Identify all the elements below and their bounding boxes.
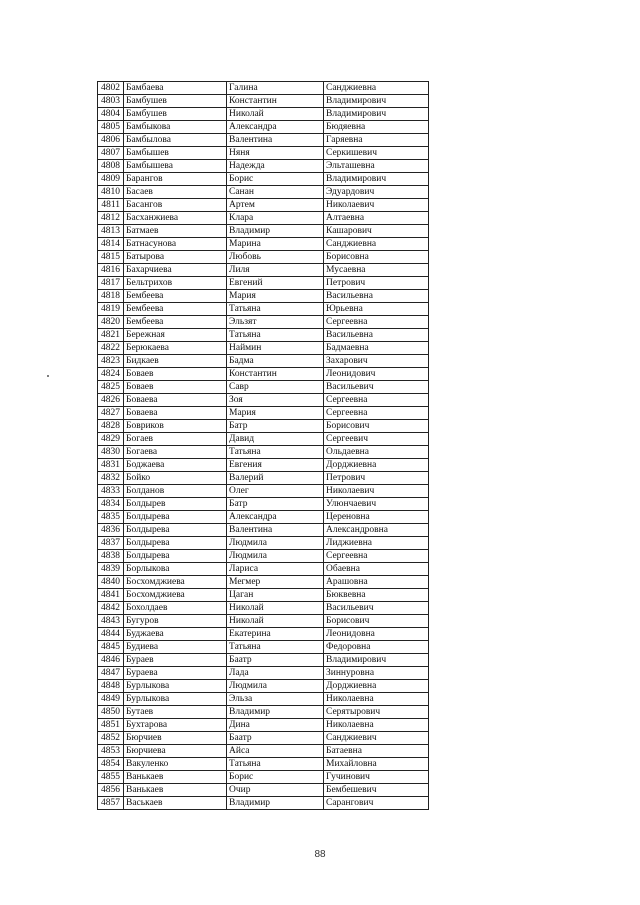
patronymic-cell: Владимирович (324, 108, 429, 121)
table-row (98, 420, 429, 433)
surname-cell: Батнасунова (124, 238, 227, 251)
surname-cell: Болдырева (124, 511, 227, 524)
table-row (98, 277, 429, 290)
surname-cell: Бембеева (124, 303, 227, 316)
table-row (98, 381, 429, 394)
first-name-cell: Очир (227, 784, 324, 797)
record-number-cell: 4849 (98, 693, 124, 706)
table-row (98, 160, 429, 173)
record-number-cell: 4808 (98, 160, 124, 173)
table-row (98, 446, 429, 459)
table-row (98, 290, 429, 303)
table-row (98, 537, 429, 550)
table-row (98, 576, 429, 589)
surname-cell: Батырова (124, 251, 227, 264)
patronymic-cell: Сергеевна (324, 394, 429, 407)
table-row (98, 173, 429, 186)
first-name-cell: Николай (227, 108, 324, 121)
surname-cell: Вакуленко (124, 758, 227, 771)
table-row (98, 199, 429, 212)
record-number-cell: 4811 (98, 199, 124, 212)
surname-cell: Басаев (124, 186, 227, 199)
patronymic-cell: Васильевич (324, 602, 429, 615)
surname-cell: Бураев (124, 654, 227, 667)
record-number-cell: 4828 (98, 420, 124, 433)
record-number-cell: 4826 (98, 394, 124, 407)
surname-cell: Боваев (124, 381, 227, 394)
surname-cell: Буджаева (124, 628, 227, 641)
patronymic-cell: Бадмаевна (324, 342, 429, 355)
record-number-cell: 4850 (98, 706, 124, 719)
table-row (98, 394, 429, 407)
record-number-cell: 4822 (98, 342, 124, 355)
surname-cell: Борлыкова (124, 563, 227, 576)
patronymic-cell: Владимирович (324, 173, 429, 186)
patronymic-cell: Обаевна (324, 563, 429, 576)
record-number-cell: 4817 (98, 277, 124, 290)
first-name-cell: Галина (227, 82, 324, 95)
surname-cell: Бамбушев (124, 95, 227, 108)
patronymic-cell: Петрович (324, 472, 429, 485)
names-table-body (98, 82, 429, 810)
table-row (98, 95, 429, 108)
surname-cell: Бюрчиев (124, 732, 227, 745)
table-row (98, 628, 429, 641)
record-number-cell: 4836 (98, 524, 124, 537)
patronymic-cell: Кашарович (324, 225, 429, 238)
surname-cell: Боджаева (124, 459, 227, 472)
table-row (98, 680, 429, 693)
record-number-cell: 4804 (98, 108, 124, 121)
table-row (98, 238, 429, 251)
patronymic-cell: Алтаевна (324, 212, 429, 225)
record-number-cell: 4852 (98, 732, 124, 745)
table-row (98, 82, 429, 95)
first-name-cell: Николай (227, 602, 324, 615)
surname-cell: Богаева (124, 446, 227, 459)
first-name-cell: Эльза (227, 693, 324, 706)
patronymic-cell: Ольдаевна (324, 446, 429, 459)
first-name-cell: Наймин (227, 342, 324, 355)
table-row (98, 264, 429, 277)
patronymic-cell: Бюквевна (324, 589, 429, 602)
first-name-cell: Савр (227, 381, 324, 394)
surname-cell: Бидкаев (124, 355, 227, 368)
surname-cell: Бутаев (124, 706, 227, 719)
surname-cell: Боваева (124, 394, 227, 407)
first-name-cell: Валерий (227, 472, 324, 485)
table-row (98, 147, 429, 160)
surname-cell: Бамбыкова (124, 121, 227, 134)
patronymic-cell: Санджиевич (324, 732, 429, 745)
surname-cell: Боваева (124, 407, 227, 420)
record-number-cell: 4824 (98, 368, 124, 381)
scan-speck (47, 375, 49, 377)
record-number-cell: 4803 (98, 95, 124, 108)
names-table (97, 81, 429, 810)
first-name-cell: Санан (227, 186, 324, 199)
record-number-cell: 4807 (98, 147, 124, 160)
surname-cell: Бойко (124, 472, 227, 485)
patronymic-cell: Улюнчаевич (324, 498, 429, 511)
first-name-cell: Цаган (227, 589, 324, 602)
surname-cell: Бураева (124, 667, 227, 680)
table-row (98, 615, 429, 628)
first-name-cell: Лада (227, 667, 324, 680)
table-row (98, 563, 429, 576)
patronymic-cell: Сарангович (324, 797, 429, 810)
first-name-cell: Мария (227, 290, 324, 303)
first-name-cell: Людмила (227, 550, 324, 563)
page-number: 88 (314, 849, 326, 860)
patronymic-cell: Сергеевна (324, 550, 429, 563)
first-name-cell: Баатр (227, 732, 324, 745)
record-number-cell: 4810 (98, 186, 124, 199)
patronymic-cell: Эдуардович (324, 186, 429, 199)
patronymic-cell: Николаевич (324, 485, 429, 498)
patronymic-cell: Захарович (324, 355, 429, 368)
record-number-cell: 4818 (98, 290, 124, 303)
surname-cell: Болдырева (124, 524, 227, 537)
patronymic-cell: Сергеевна (324, 407, 429, 420)
table-row (98, 186, 429, 199)
record-number-cell: 4855 (98, 771, 124, 784)
record-number-cell: 4854 (98, 758, 124, 771)
surname-cell: Бугуров (124, 615, 227, 628)
table-row (98, 316, 429, 329)
record-number-cell: 4845 (98, 641, 124, 654)
first-name-cell: Зоя (227, 394, 324, 407)
first-name-cell: Константин (227, 95, 324, 108)
record-number-cell: 4805 (98, 121, 124, 134)
first-name-cell: Надежда (227, 160, 324, 173)
patronymic-cell: Николаевич (324, 199, 429, 212)
surname-cell: Батмаев (124, 225, 227, 238)
patronymic-cell: Юрьевна (324, 303, 429, 316)
surname-cell: Богаев (124, 433, 227, 446)
table-row (98, 706, 429, 719)
record-number-cell: 4837 (98, 537, 124, 550)
surname-cell: Бамбышев (124, 147, 227, 160)
table-row (98, 654, 429, 667)
first-name-cell: Владимир (227, 225, 324, 238)
surname-cell: Бухтарова (124, 719, 227, 732)
record-number-cell: 4827 (98, 407, 124, 420)
patronymic-cell: Сергеевна (324, 316, 429, 329)
record-number-cell: 4840 (98, 576, 124, 589)
record-number-cell: 4806 (98, 134, 124, 147)
patronymic-cell: Гаряевна (324, 134, 429, 147)
first-name-cell: Константин (227, 368, 324, 381)
surname-cell: Босхомджиева (124, 576, 227, 589)
record-number-cell: 4839 (98, 563, 124, 576)
patronymic-cell: Борисовна (324, 251, 429, 264)
record-number-cell: 4832 (98, 472, 124, 485)
first-name-cell: Екатерина (227, 628, 324, 641)
record-number-cell: 4841 (98, 589, 124, 602)
table-row (98, 212, 429, 225)
table-row (98, 108, 429, 121)
table-row (98, 719, 429, 732)
first-name-cell: Татьяна (227, 303, 324, 316)
patronymic-cell: Михайловна (324, 758, 429, 771)
patronymic-cell: Александровна (324, 524, 429, 537)
first-name-cell: Татьяна (227, 758, 324, 771)
first-name-cell: Александра (227, 121, 324, 134)
table-row (98, 667, 429, 680)
surname-cell: Васькаев (124, 797, 227, 810)
surname-cell: Ванькаев (124, 784, 227, 797)
record-number-cell: 4833 (98, 485, 124, 498)
first-name-cell: Няня (227, 147, 324, 160)
first-name-cell: Владимир (227, 797, 324, 810)
patronymic-cell: Леонидович (324, 368, 429, 381)
patronymic-cell: Эльташевна (324, 160, 429, 173)
record-number-cell: 4823 (98, 355, 124, 368)
record-number-cell: 4835 (98, 511, 124, 524)
patronymic-cell: Зиннуровна (324, 667, 429, 680)
first-name-cell: Валентина (227, 524, 324, 537)
record-number-cell: 4829 (98, 433, 124, 446)
patronymic-cell: Васильевна (324, 290, 429, 303)
patronymic-cell: Федоровна (324, 641, 429, 654)
first-name-cell: Татьяна (227, 641, 324, 654)
table-row (98, 225, 429, 238)
record-number-cell: 4825 (98, 381, 124, 394)
record-number-cell: 4848 (98, 680, 124, 693)
surname-cell: Болдырева (124, 550, 227, 563)
surname-cell: Берюкаева (124, 342, 227, 355)
patronymic-cell: Николаевна (324, 693, 429, 706)
patronymic-cell: Бембешевич (324, 784, 429, 797)
surname-cell: Басханжиева (124, 212, 227, 225)
record-number-cell: 4853 (98, 745, 124, 758)
table-row (98, 342, 429, 355)
table-row (98, 459, 429, 472)
surname-cell: Басангов (124, 199, 227, 212)
patronymic-cell: Васильевич (324, 381, 429, 394)
surname-cell: Болданов (124, 485, 227, 498)
first-name-cell: Бадма (227, 355, 324, 368)
patronymic-cell: Лиджиевна (324, 537, 429, 550)
patronymic-cell: Дорджиевна (324, 680, 429, 693)
first-name-cell: Татьяна (227, 329, 324, 342)
first-name-cell: Мария (227, 407, 324, 420)
surname-cell: Бамбылова (124, 134, 227, 147)
record-number-cell: 4830 (98, 446, 124, 459)
record-number-cell: 4842 (98, 602, 124, 615)
surname-cell: Барангов (124, 173, 227, 186)
first-name-cell: Лариса (227, 563, 324, 576)
record-number-cell: 4831 (98, 459, 124, 472)
surname-cell: Бохолдаев (124, 602, 227, 615)
first-name-cell: Николай (227, 615, 324, 628)
table-row (98, 524, 429, 537)
surname-cell: Бельтрихов (124, 277, 227, 290)
first-name-cell: Александра (227, 511, 324, 524)
patronymic-cell: Гучинович (324, 771, 429, 784)
patronymic-cell: Батаевна (324, 745, 429, 758)
first-name-cell: Валентина (227, 134, 324, 147)
patronymic-cell: Владимирович (324, 654, 429, 667)
surname-cell: Боваев (124, 368, 227, 381)
first-name-cell: Людмила (227, 680, 324, 693)
table-row (98, 355, 429, 368)
table-row (98, 511, 429, 524)
first-name-cell: Баатр (227, 654, 324, 667)
table-row (98, 303, 429, 316)
table-row (98, 550, 429, 563)
surname-cell: Бамбышева (124, 160, 227, 173)
table-row (98, 693, 429, 706)
surname-cell: Бамбаева (124, 82, 227, 95)
record-number-cell: 4820 (98, 316, 124, 329)
surname-cell: Бовриков (124, 420, 227, 433)
first-name-cell: Давид (227, 433, 324, 446)
record-number-cell: 4813 (98, 225, 124, 238)
table-row (98, 771, 429, 784)
record-number-cell: 4809 (98, 173, 124, 186)
table-row (98, 472, 429, 485)
record-number-cell: 4856 (98, 784, 124, 797)
record-number-cell: 4851 (98, 719, 124, 732)
first-name-cell: Айса (227, 745, 324, 758)
record-number-cell: 4834 (98, 498, 124, 511)
table-row (98, 758, 429, 771)
record-number-cell: 4846 (98, 654, 124, 667)
patronymic-cell: Серятырович (324, 706, 429, 719)
patronymic-cell: Сергеевич (324, 433, 429, 446)
surname-cell: Бембеева (124, 290, 227, 303)
record-number-cell: 4815 (98, 251, 124, 264)
record-number-cell: 4816 (98, 264, 124, 277)
patronymic-cell: Борисович (324, 420, 429, 433)
patronymic-cell: Санджиевна (324, 238, 429, 251)
patronymic-cell: Васильевна (324, 329, 429, 342)
first-name-cell: Лиля (227, 264, 324, 277)
table-row (98, 784, 429, 797)
record-number-cell: 4821 (98, 329, 124, 342)
first-name-cell: Любовь (227, 251, 324, 264)
surname-cell: Болдырева (124, 537, 227, 550)
first-name-cell: Евгения (227, 459, 324, 472)
record-number-cell: 4812 (98, 212, 124, 225)
patronymic-cell: Леонидовна (324, 628, 429, 641)
table-row (98, 745, 429, 758)
patronymic-cell: Санджиевна (324, 82, 429, 95)
first-name-cell: Борис (227, 173, 324, 186)
first-name-cell: Клара (227, 212, 324, 225)
surname-cell: Бережная (124, 329, 227, 342)
record-number-cell: 4847 (98, 667, 124, 680)
first-name-cell: Татьяна (227, 446, 324, 459)
table-row (98, 121, 429, 134)
surname-cell: Ванькаев (124, 771, 227, 784)
first-name-cell: Олег (227, 485, 324, 498)
surname-cell: Бурлыкова (124, 693, 227, 706)
patronymic-cell: Серкишевич (324, 147, 429, 160)
surname-cell: Болдырев (124, 498, 227, 511)
surname-cell: Бамбушев (124, 108, 227, 121)
patronymic-cell: Владимирович (324, 95, 429, 108)
surname-cell: Бембеева (124, 316, 227, 329)
patronymic-cell: Арашовна (324, 576, 429, 589)
table-row (98, 251, 429, 264)
record-number-cell: 4844 (98, 628, 124, 641)
first-name-cell: Дина (227, 719, 324, 732)
table-row (98, 433, 429, 446)
record-number-cell: 4857 (98, 797, 124, 810)
patronymic-cell: Бюдяевна (324, 121, 429, 134)
first-name-cell: Батр (227, 498, 324, 511)
surname-cell: Бурлыкова (124, 680, 227, 693)
first-name-cell: Людмила (227, 537, 324, 550)
patronymic-cell: Цереновна (324, 511, 429, 524)
surname-cell: Босхомджиева (124, 589, 227, 602)
record-number-cell: 4819 (98, 303, 124, 316)
patronymic-cell: Петрович (324, 277, 429, 290)
record-number-cell: 4843 (98, 615, 124, 628)
surname-cell: Будиева (124, 641, 227, 654)
surname-cell: Бюрчиева (124, 745, 227, 758)
table-row (98, 797, 429, 810)
record-number-cell: 4814 (98, 238, 124, 251)
first-name-cell: Батр (227, 420, 324, 433)
table-row (98, 485, 429, 498)
table-row (98, 641, 429, 654)
first-name-cell: Артем (227, 199, 324, 212)
table-row (98, 407, 429, 420)
first-name-cell: Владимир (227, 706, 324, 719)
patronymic-cell: Дорджиевна (324, 459, 429, 472)
table-row (98, 589, 429, 602)
surname-cell: Бахарчиева (124, 264, 227, 277)
table-row (98, 368, 429, 381)
first-name-cell: Евгений (227, 277, 324, 290)
first-name-cell: Эльзят (227, 316, 324, 329)
table-row (98, 732, 429, 745)
table-row (98, 498, 429, 511)
table-row (98, 329, 429, 342)
table-row (98, 602, 429, 615)
patronymic-cell: Борисович (324, 615, 429, 628)
record-number-cell: 4838 (98, 550, 124, 563)
first-name-cell: Марина (227, 238, 324, 251)
first-name-cell: Мегмер (227, 576, 324, 589)
first-name-cell: Борис (227, 771, 324, 784)
table-row (98, 134, 429, 147)
patronymic-cell: Мусаевна (324, 264, 429, 277)
patronymic-cell: Николаевна (324, 719, 429, 732)
record-number-cell: 4802 (98, 82, 124, 95)
